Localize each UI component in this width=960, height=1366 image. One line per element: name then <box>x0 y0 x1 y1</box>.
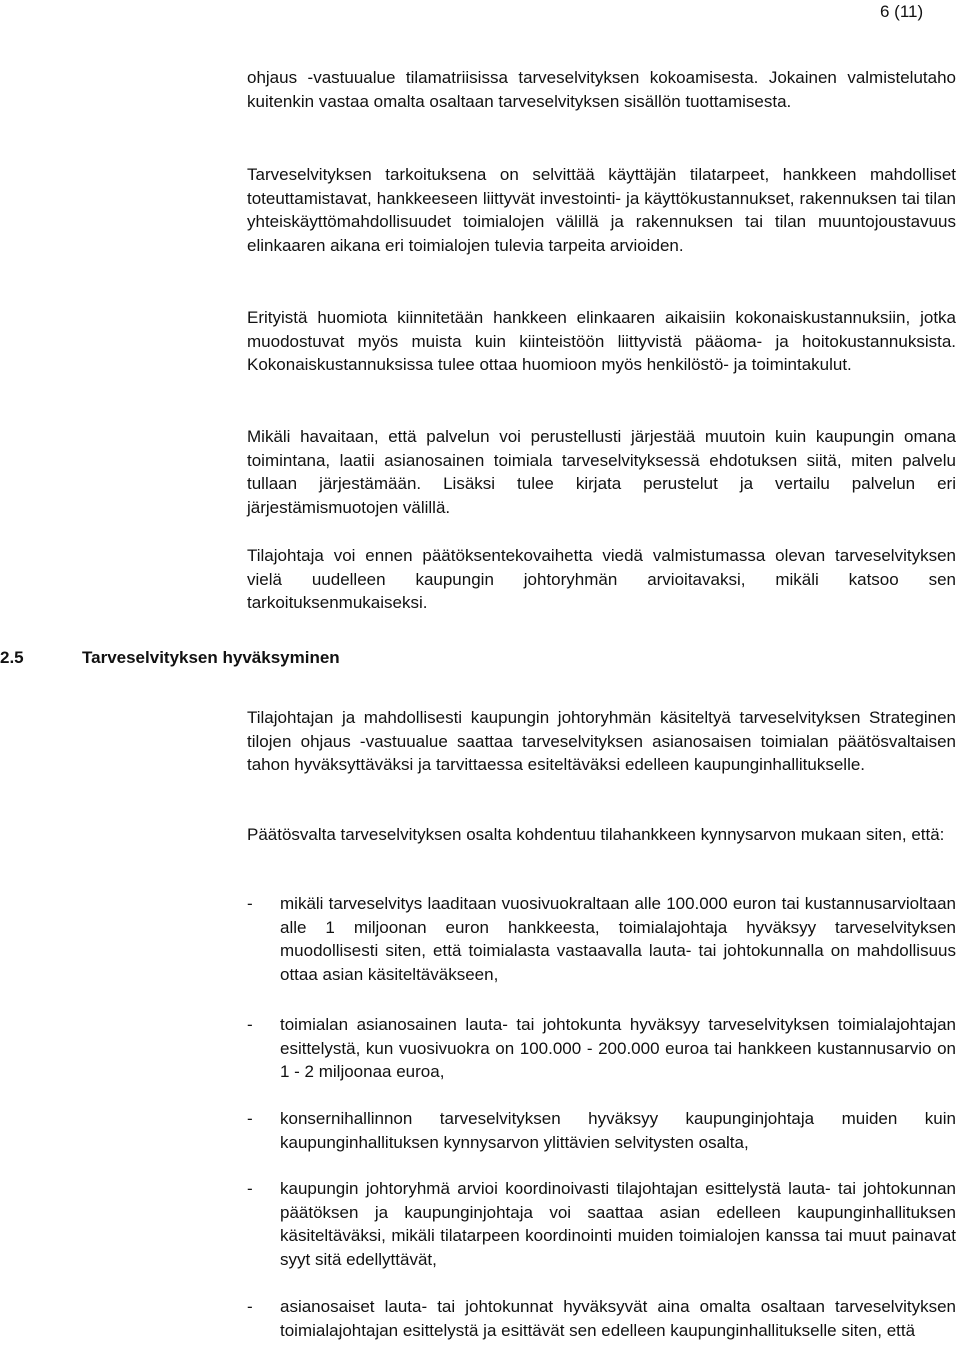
decision-list <box>247 892 956 986</box>
list-dash: - <box>247 1297 253 1316</box>
list-item <box>247 1013 956 1084</box>
paragraph-responsibility: ohjaus -vastuualue tilamatriisissa tarveselvityksen kokoamisesta. Jokainen valmistelutaho kuitenkin vastaa omalta osaltaan tarveselvityksen sisällön tuottamisesta. <box>247 68 956 111</box>
list-dash: - <box>247 1015 253 1034</box>
paragraph-purpose: Tarveselvityksen tarkoituksena on selvittää käyttäjän tilatarpeet, hankkeen mahdolliset toteuttamistavat, hankkeeseen liittyvät investointi- ja käyttökustannukset, rakennuksen tai tilan yhteiskäyttömahdollisuudet toimialojen välillä ja rakennuksen tai tilan muuntojoustavuus elinkaaren aikana eri toimialojen tulevia tarpeita arvioiden. <box>247 165 956 255</box>
decision-list <box>247 1013 956 1084</box>
paragraph-management-review: Tilajohtaja voi ennen päätöksentekovaihetta viedä valmistumassa olevan tarveselvityksen vielä uudelleen kaupungin johtoryhmän arvioitavaksi, mikäli katsoo sen tarkoituksenmukaiseksi. <box>247 546 956 612</box>
section-title: Tarveselvityksen hyväksyminen <box>82 648 340 667</box>
paragraph-approval-process: Tilajohtajan ja mahdollisesti kaupungin johtoryhmän käsiteltyä tarveselvityksen Strateginen tilojen ohjaus -vastuualue saattaa tarveselvityksen asianosaisen toimialan päätösvaltaisen tahon hyväksyttäväksi ja tarvittaessa esiteltäväksi edelleen kaupunginhallitukselle. <box>247 708 956 774</box>
section-heading <box>0 646 340 670</box>
page-number: 6 (11) <box>880 2 924 21</box>
list-dash: - <box>247 894 253 913</box>
decision-list <box>247 1295 956 1342</box>
paragraph-decision-power: Päätösvalta tarveselvityksen osalta kohdentuu tilahankkeen kynnysarvon mukaan siten, että: <box>247 825 945 844</box>
list-item-text: mikäli tarveselvitys laaditaan vuosivuokraltaan alle 100.000 euron tai kustannusarvioltaan alle 1 miljoonan euron hankkeesta, toimialajohtaja hyväksyy tarveselvityksen muodollisesti siten, että toimialasta vastaavalla lauta- tai johtokunnalla on mahdollisuus ottaa asian käsiteltäväkseen, <box>280 894 956 984</box>
list-item <box>247 1177 956 1271</box>
list-dash: - <box>247 1109 253 1128</box>
list-item <box>247 892 956 986</box>
list-item-text: konsernihallinnon tarveselvityksen hyväksyy kaupunginjohtaja muiden kuin kaupunginhallituksen kynnysarvon ylittävien selvitysten osalta, <box>280 1109 956 1152</box>
decision-list <box>247 1107 956 1154</box>
list-item-text: toimialan asianosainen lauta- tai johtokunta hyväksyy tarveselvityksen toimialajohtajan esittelystä, kun vuosivuokra on 100.000 - 200.000 euroa tai hankkeen kustannusarvio on 1 - 2 miljoonaa euroa, <box>280 1015 956 1081</box>
list-item-text: asianosaiset lauta- tai johtokunnat hyväksyvät aina omalta osaltaan tarveselvityksen toimialajohtajan esittelystä ja esittävät sen edelleen kaupunginhallitukselle siten, että <box>280 1297 956 1340</box>
paragraph-alternative-service: Mikäli havaitaan, että palvelun voi perustellusti järjestää muutoin kuin kaupungin omana toimintana, laatii asianosainen toimiala tarveselvityksessä ehdotuksen siitä, miten palvelu tullaan järjestämään. Lisäksi tulee kirjata perustelut ja vertailu palvelun eri järjestämismuotojen välillä. <box>247 427 956 517</box>
section-number: 2.5 <box>0 648 24 667</box>
list-dash: - <box>247 1179 253 1198</box>
list-item <box>247 1107 956 1154</box>
decision-list <box>247 1177 956 1271</box>
list-item-text: kaupungin johtoryhmä arvioi koordinoivasti tilajohtajan esittelystä lauta- tai johtokunnan päätöksen ja kaupunginjohtaja voi saattaa asian edelleen kaupunginhallituksen käsiteltäväksi, mikäli tilatarpeen koordinointi muiden toimialojen kanssa tai muut painavat syyt sitä edellyttävät, <box>280 1179 956 1269</box>
paragraph-lifecycle-costs: Erityistä huomiota kiinnitetään hankkeen elinkaaren aikaisiin kokonaiskustannuksiin, jotka muodostuvat myös muista kuin kiinteistöön liittyvistä pääoma- ja hoitokustannuksista. Kokonaiskustannuksissa tulee ottaa huomioon myös henkilöstö- ja toimintakulut. <box>247 308 956 374</box>
list-item <box>247 1295 956 1342</box>
